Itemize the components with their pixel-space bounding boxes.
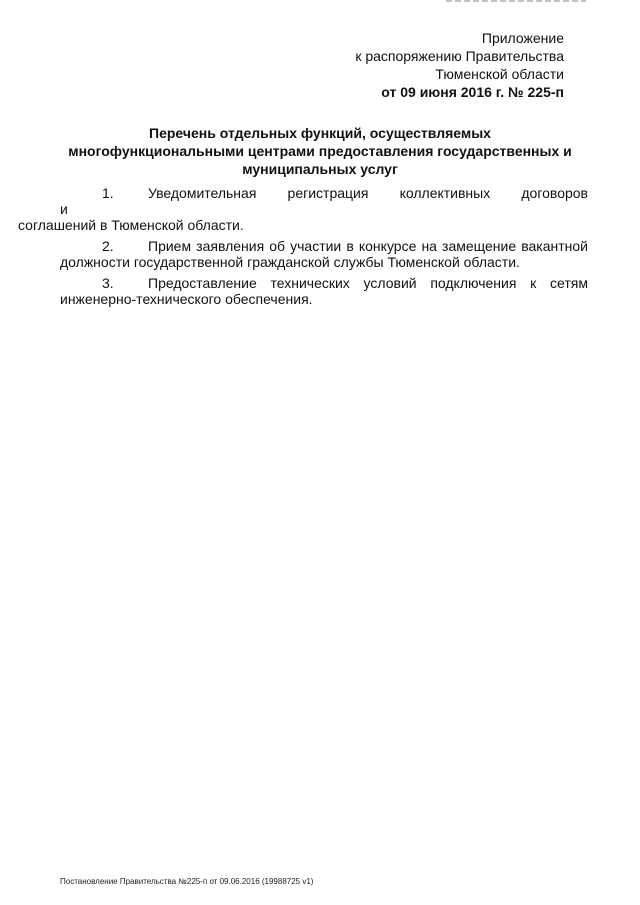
- appendix-order-line: к распоряжению Правительства: [355, 48, 564, 64]
- appendix-region-line: Тюменской области: [435, 66, 564, 82]
- title-line-2: многофункциональными центрами предоставления государственных и: [68, 143, 572, 159]
- list-item-text: Предоставление технических условий подключения к сетям инженерно-технического обеспечения.: [60, 275, 588, 307]
- title-line-3: муниципальных услуг: [242, 161, 398, 177]
- appendix-date-line: от 09 июня 2016 г. № 225-п: [381, 84, 564, 100]
- list-item-text-line-2: соглашений в Тюменской области.: [18, 217, 244, 233]
- appendix-header: [304, 29, 564, 101]
- scan-artifact: [446, 0, 586, 3]
- document-title: [60, 124, 580, 178]
- list-item: [60, 275, 588, 307]
- list-item: [18, 185, 588, 233]
- list-item-text-line-1: Уведомительная регистрация коллективных договоров и: [60, 185, 588, 217]
- document-footer: Постановление Правительства №225-п от 09.06.2016 (19988725 v1): [60, 877, 314, 886]
- appendix-label: Приложение: [481, 30, 564, 46]
- title-line-1: Перечень отдельных функций, осуществляемых: [149, 125, 491, 141]
- list-item: [60, 238, 588, 270]
- list-item-number: 1.: [102, 185, 114, 201]
- list-item-number: 2.: [102, 238, 114, 254]
- list-item-text: Прием заявления об участии в конкурсе на замещение вакантной должности государственной гражданской службы Тюменской области.: [60, 238, 588, 270]
- list-item-number: 3.: [102, 275, 114, 291]
- functions-list: [18, 185, 588, 312]
